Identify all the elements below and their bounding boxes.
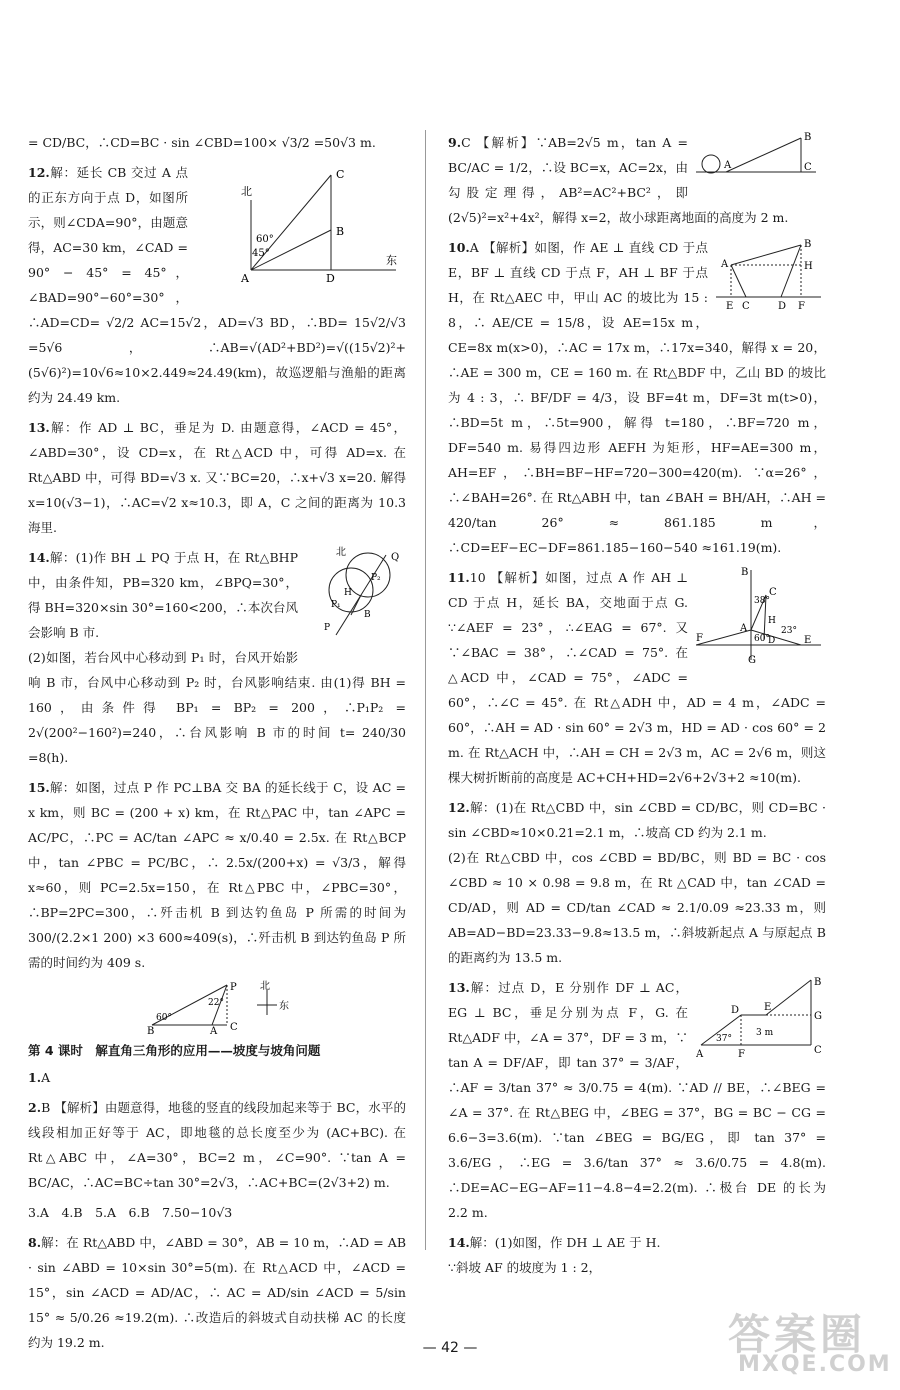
column-divider bbox=[425, 130, 426, 1250]
fig14-label-H: H bbox=[344, 588, 352, 598]
fig15-label-22: 22° bbox=[208, 998, 224, 1008]
fig14-label-P2: P₂ bbox=[371, 573, 381, 583]
fig10-label-A: A bbox=[721, 259, 729, 270]
fig13-label-D: D bbox=[731, 1005, 740, 1016]
answer-15: 15.解：如图，过点 P 作 PC⊥BA 交 BA 的延长线于 C，设 AC = x km，则 BC = (200 + x) km，在 Rt△PAC 中，tan ∠APC = AC/PC，∴PC = AC/tan ∠APC ≈ x/0.40 = 2.5x. 在 Rt△BCP 中，tan ∠PBC = PC/BC，∴ 2.5x/(200+x) = √3/3，解得 x≈60，则 PC=2.5x=150，在 Rt△PBC 中，∠PBC=30°，∴BP=2PC=300，∴歼击机 B 到达钓鱼岛 P 所需的时间为 300/(2.2×1 200) ×3 600≈409(s)，∴歼击机 B 到达钓鱼岛 P 所需的时间约为 409 s. bbox=[28, 780, 406, 970]
right-column bbox=[448, 130, 826, 1285]
fig12-label-60: 60° bbox=[256, 234, 274, 245]
fig13-label-B: B bbox=[814, 977, 822, 988]
fig15-label-60: 60° bbox=[156, 1013, 172, 1023]
answer-12-part2: (2)在 Rt△CBD 中，cos ∠CBD = BD/BC，则 BD = BC · cos ∠CBD ≈ 10 × 0.98 = 9.8 m，在 Rt △CAD 中，tan ∠CAD = CD/AD，则 AD = CD/tan ∠CAD ≈ 2.1/0.09 ≈23.33 m，则 AB=AD−BD=23.33−9.8≈13.5 m，∴斜坡新起点 A 与原起点 B 的距离约为 13.5 m. bbox=[448, 850, 826, 965]
fig12-label-B: B bbox=[336, 225, 345, 238]
fig15-label-B: B bbox=[147, 1026, 155, 1035]
fig15-label-north: 北 bbox=[260, 981, 270, 992]
answer-1: 1.A bbox=[28, 1070, 51, 1085]
fig13-label-E: E bbox=[764, 1002, 772, 1013]
fig11-label-60: 60° bbox=[754, 634, 770, 644]
fig11-label-E: E bbox=[804, 635, 812, 646]
figure-10 bbox=[716, 235, 826, 315]
figure-12 bbox=[196, 160, 406, 290]
answer-10: B A H E C D F 10.A 【解析】如图，作 AE ⊥ 直线 CD 于点 E，BF ⊥ 直线 CD 于点 F，AH ⊥ BF 于点 H，在 Rt△AEC 中，甲山 AC 的坡比为 15 : 8，∴ AE/CE = 15/8，设 AE=15x m，CE=8x m(x>0)，∴AC = 17x m，∴17x=340，解得 x = 20，∴AE = 300 m，CE = 160 m. 在 Rt△BDF 中，乙山 BD 的坡比为 4 : 3，∴ BF/DF = 4/3，设 BF=4t m，DF=3t m(t>0)，∴BD=5t m，∴5t=900，解得 t=180，∴BF=720 m，DF=540 m. 易得四边形 AEFH 为矩形，HF=AE=300 m，AH=EF，∴BH=BF−HF=720−300=420(m). ∵α=26°，∴∠BAH=26°. 在 Rt△ABH 中，tan ∠BAH = BH/AH，∴AH = 420/tan 26° ≈ 861.185 m，∴CD=EF−EC−DF=861.185−160−540 ≈161.19(m). bbox=[448, 235, 826, 560]
answer-13-right: B D E G 3 m 37° A F C 13.解：过点 D，E 分别作 DF ⊥ AC，EG ⊥ BC，垂足分别为点 F，G. 在 Rt△ADF 中，∠A = 37°，DF = 3 m，∵ tan A = DF/AF，即 tan 37° = 3/AF，∴AF = 3/tan 37° ≈ 3/0.75 = 4(m). ∵AD // BE，∴∠BEG = ∠A = 37°. 在 Rt△BEG 中，∠BEG = 37°，BG = BC − CG = 6.6−3=3.6(m). ∵tan ∠BEG = BG/EG，即 tan 37° = 3.6/EG，∴EG = 3.6/tan 37° ≈ 3.6/0.75 = 4.8(m). ∴DE=AC−EG−AF=11−4.8−4=2.2(m). ∴极台 DE 的长为 2.2 m. bbox=[448, 977, 826, 1220]
fig12-label-A: A bbox=[241, 272, 249, 285]
left-column bbox=[28, 130, 406, 1360]
fig10-label-D: D bbox=[778, 301, 787, 312]
fig11-label-C: C bbox=[769, 587, 777, 598]
page-number: — 42 — bbox=[422, 1340, 478, 1356]
answers-3-7: 3.A 4.B 5.A 6.B 7.50−10√3 bbox=[28, 1205, 233, 1220]
fig14-label-P1: P₁ bbox=[331, 600, 341, 610]
fig9-label-A: A bbox=[724, 160, 732, 171]
fig11-label-23: 23° bbox=[781, 626, 797, 636]
fig11-label-A: A bbox=[740, 623, 748, 634]
fig10-label-E: E bbox=[726, 301, 734, 312]
answer-2: 2.B 【解析】由题意得，地毯的竖直的线段加起来等于 BC，水平的线段相加正好等于 AC，即地毯的总长度至少为 (AC+BC). 在 Rt△ABC 中，∠A=30°，BC=2 m，∠C=90°. ∵tan A = BC/AC，∴AC=BC÷tan 30°=2√3，∴AC+BC=(2√3+2) m. bbox=[28, 1100, 406, 1190]
answer-13: 13.解：作 AD ⊥ BC，垂足为 D. 由题意得，∠ACD = 45°，∠ABD=30°，设 CD=x，在 Rt△ACD 中，可得 AD=x. 在 Rt△ABD 中，可得 BD=√3 x. 又∵BC=20，∴x+√3 x=20. 解得 x=10(√3−1)，∴AC=√2 x≈10.3，即 A，C 之间的距离为 10.3 海里. bbox=[28, 420, 406, 535]
fig15-label-east: 东 bbox=[279, 1001, 289, 1012]
figure-11 bbox=[696, 565, 826, 665]
fig9-label-B: B bbox=[804, 132, 812, 143]
answer-9: B A C 9.C 【解析】∵AB=2√5 m，tan A = BC/AC = 1/2，∴设 BC=x，AC=2x，由勾股定理得，AB²=AC²+BC²，即 (2√5)²=x²+4x²，解得 x=2，故小球距离地面的高度为 2 m. bbox=[448, 130, 826, 230]
fig14-label-Q: Q bbox=[391, 552, 400, 563]
answer-11: B 38° C H A 23° F 60° D E G 11.10 【解析】如图，过点 A 作 AH ⊥ CD 于点 H，延长 BA，交地面于点 G. ∵∠AEF = 23°，∴∠EAG = 67°. 又∵∠BAC = 38°，∴∠CAD = 75°. 在 △ACD 中，∠CAD = 75°，∠ADC = 60°，∴∠C = 45°. 在 Rt△ADH 中，AD = 4 m，∠ADC = 60°，∴AH = AD · sin 60° = 2√3 m，HD = AD · cos 60° = 2 m. 在 Rt△ACH 中，∴AH = CH = 2√3 m，AC = 2√6 m，则这棵大树折断前的高度是 AC+CH+HD=2√6+2√3+2 ≈10(m). bbox=[448, 567, 826, 785]
fig12-label-north: 北 bbox=[241, 185, 252, 198]
answer-8: 8.解：在 Rt△ABD 中，∠ABD = 30°，AB = 10 m，∴AD = AB · sin ∠ABD = 10×sin 30°=5(m). 在 Rt△ACD 中，∠ACD = 15°，sin ∠ACD = AD/AC，∴ AC = AD/sin ∠ACD = 5/sin 15° ≈ 5/0.26 ≈19.2(m). ∴改造后的斜坡式自动扶梯 AC 的长度约为 19.2 m. bbox=[28, 1235, 406, 1350]
fig12-label-D: D bbox=[326, 272, 335, 285]
fig9-label-C: C bbox=[804, 162, 812, 173]
fig13-label-C: C bbox=[814, 1045, 822, 1056]
fig10-label-B: B bbox=[804, 239, 812, 250]
answer-12-text: 解：延长 CB 交过 A 点的正东方向于点 D，如图所示，则∠CDA=90°，由题意得，AC=30 km，∠CAD = 90° − 45° = 45°，∠BAD=90°−60°=30°，∴AD=CD= √2/2 AC=15√2，AD=√3 BD，∴BD= 15√2/√3 =5√6，∴AB=√(AD²+BD²)=√((15√2)²+(5√6)²)=10√6≈10×2.449≈24.49(km)，故巡逻船与渔船的距离约为 24.49 km. bbox=[28, 165, 406, 405]
fig11-label-G: G bbox=[748, 655, 756, 665]
fig11-label-H: H bbox=[768, 616, 776, 626]
fig15-label-C: C bbox=[230, 1022, 238, 1033]
figure-14 bbox=[306, 545, 406, 645]
fig12-label-C: C bbox=[336, 168, 345, 181]
answer-12-right: 12.解：(1)在 Rt△CBD 中，sin ∠CBD = CD/BC，则 CD=BC · sin ∠CBD≈10×0.21=2.1 m，∴坡高 CD 约为 2.1 m. (2)在 Rt△CBD 中，cos ∠CBD = BD/BC，则 BD = BC · cos ∠CBD ≈ 10 × 0.98 = 9.8 m，在 Rt △CAD 中，tan ∠CAD = CD/AD，则 AD = CD/tan ∠CAD ≈ 2.1/0.09 ≈23.33 m，则 AB=AD−BD=23.33−9.8≈13.5 m，∴斜坡新起点 A 与原起点 B 的距离约为 13.5 m. bbox=[448, 800, 826, 965]
fig13-label-37: 37° bbox=[716, 1034, 732, 1044]
fig14-label-north: 北 bbox=[336, 547, 346, 558]
fig14-label-P: P bbox=[324, 623, 331, 633]
fig11-label-B: B bbox=[741, 567, 749, 578]
fig13-label-A: A bbox=[696, 1049, 704, 1060]
fig11-label-F: F bbox=[696, 633, 703, 644]
fig10-label-F: F bbox=[798, 301, 805, 312]
answer-11-continued: = CD/BC，∴CD=BC · sin ∠CBD=100× √3/2 =50√3 m. bbox=[28, 135, 376, 150]
figure-15 bbox=[142, 980, 292, 1035]
fig11-label-38: 38° bbox=[754, 596, 770, 606]
fig13-label-3m: 3 m bbox=[756, 1028, 774, 1038]
answer-12-number: 12. bbox=[28, 165, 50, 180]
fig12-label-east: 东 bbox=[386, 254, 397, 267]
fig15-label-A: A bbox=[210, 1026, 218, 1035]
figure-9 bbox=[696, 130, 826, 180]
fig12-label-45: 45° bbox=[252, 248, 270, 259]
fig13-label-G: G bbox=[814, 1011, 822, 1022]
fig11-label-D: D bbox=[768, 636, 776, 646]
section-heading: 第 4 课时 解直角三角形的应用——坡度与坡角问题 bbox=[28, 1043, 321, 1058]
answer-14-right: 14.解：(1)如图，作 DH ⊥ AE 于 H. ∵斜坡 AF 的坡度为 1 : 2， bbox=[448, 1235, 661, 1275]
watermark-logo: 答案圈 MXQE.COM bbox=[728, 1310, 892, 1377]
fig10-label-H: H bbox=[804, 261, 813, 272]
figure-13 bbox=[696, 975, 826, 1065]
fig14-label-B: B bbox=[364, 610, 371, 620]
answer-14: 北 Q P₂ H P₁ P B 14.解：(1)作 BH ⊥ PQ 于点 H，在 Rt△BHP 中，由条件知，PB=320 km，∠BPQ=30°，得 BH=320×sin 30°=160<200，∴本次台风会影响 B 市. (2)如图，若台风中心移动到 P₁ 时，台风开始影响 B 市，台风中心移动到 P₂ 时，台风影响结束. 由(1)得 BH = 160，由条件得 BP₁ = BP₂ = 200，∴P₁P₂ = 2√(200²−160²)=240，∴台风影响 B 市的时间 t= 240/30 =8(h). bbox=[28, 547, 406, 765]
fig15-label-P: P bbox=[230, 982, 237, 993]
answer-12 bbox=[28, 160, 406, 410]
fig10-label-C: C bbox=[742, 301, 750, 312]
fig13-label-F: F bbox=[738, 1049, 745, 1060]
answer-14-part2: (2)如图，若台风中心移动到 P₁ 时，台风开始影响 B 市，台风中心移动到 P₂ 时，台风影响结束. 由(1)得 BH = 160，由条件得 BP₁ = BP₂ = 200，∴P₁P₂ = 2√(200²−160²)=240，∴台风影响 B 市的时间 t= 240/30 =8(h). bbox=[28, 650, 406, 765]
